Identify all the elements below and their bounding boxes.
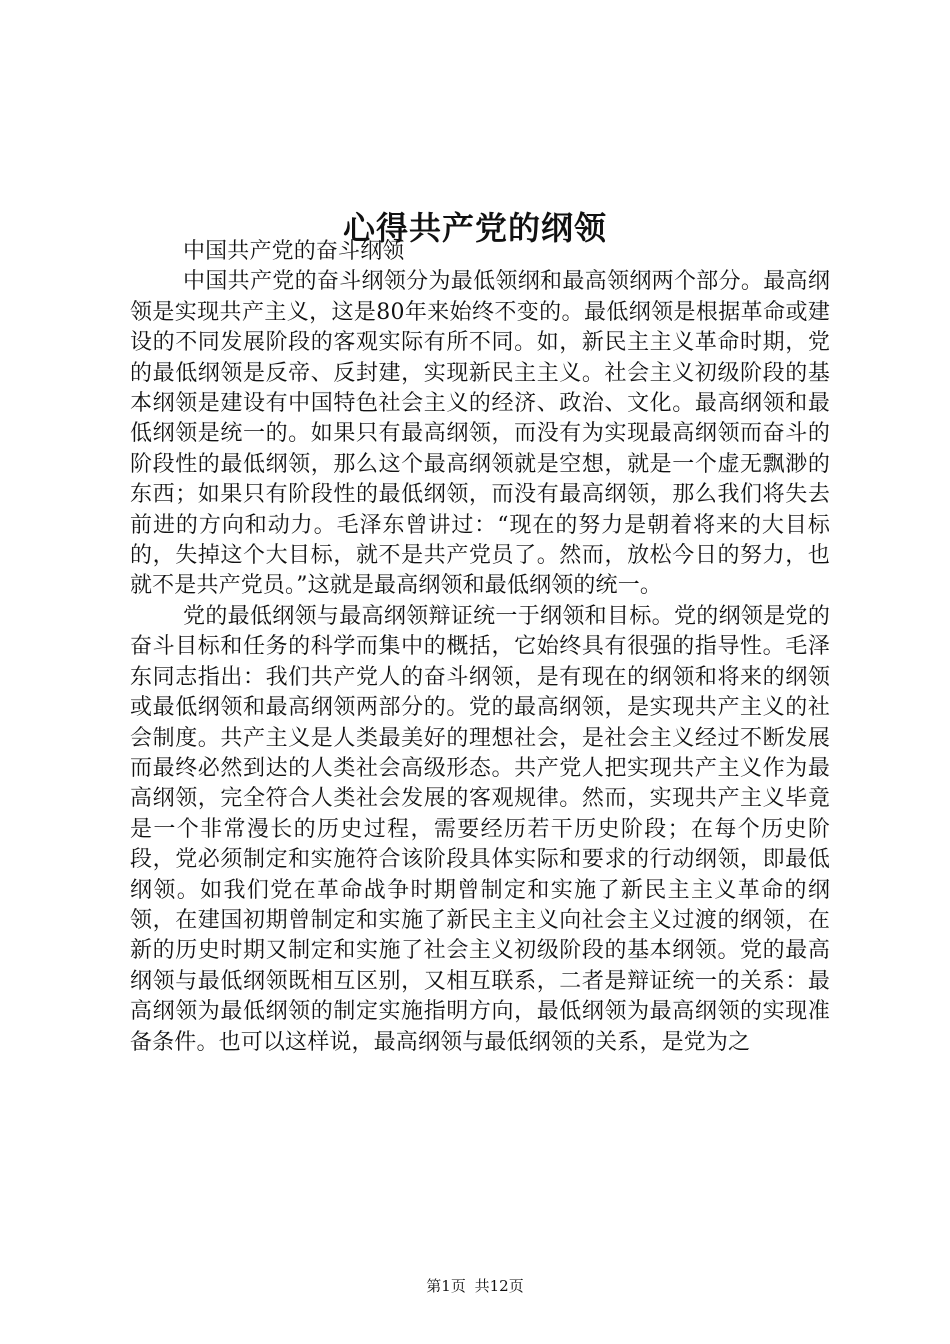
document-title: 心得共产党的纲领 [342,209,607,248]
section-heading: 中国共产党的奋斗纲领 [183,239,405,264]
paragraph: 中国共产党的奋斗纲领分为最低领纲和最高领纲两个部分。最高纲领是实现共产主义，这是80年来始终不变的。最低纲领是根据革命或建设的不同发展阶段的客观实际有所不同。如，新民主主义革命时期，党的最低纲领是反帝、反封建，实现新民主主义。社会主义初级阶段的基本纲领是建设有中国特色社会主义的经济、政治、文化。最高纲领和最低纲领是统一的。如果只有最高纲领，而没有为实现最高纲领而奋斗的阶段性的最低纲领，那么这个最高纲领就是空想，就是一个虚无飘渺的东西；如果只有阶段性的最低纲领，而没有最高纲领，那么我们将失去前进的方向和动力。毛泽东曾讲过：“现在的努力是朝着将来的大目标的，失掉这个大目标，就不是共产党员了。然而，放松今日的努力，也就不是共产党员。”这就是最高纲领和最低纲领的统一。 [130,269,830,599]
page-total: 共12页 [474,1277,524,1295]
page-number: 第1页 [426,1277,466,1295]
page-footer [0,1274,950,1298]
document-body [130,237,830,1058]
paragraph: 党的最低纲领与最高纲领辩证统一于纲领和目标。党的纲领是党的奋斗目标和任务的科学而集中的概括，它始终具有很强的指导性。毛泽东同志指出：我们共产党人的奋斗纲领，是有现在的纲领和将来的纲领或最低纲领和最高纲领两部分的。党的最高纲领，是实现共产主义的社会制度。共产主义是人类最美好的理想社会，是社会主义经过不断发展而最终必然到达的人类社会高级形态。共产党人把实现共产主义作为最高纲领，完全符合人类社会发展的客观规律。然而，实现共产主义毕竟是一个非常漫长的历史过程，需要经历若干历史阶段；在每个历史阶段，党必须制定和实施符合该阶段具体实际和要求的行动纲领，即最低纲领。如我们党在革命战争时期曾制定和实施了新民主主义革命的纲领，在建国初期曾制定和实施了新民主主义向社会主义过渡的纲领，在新的历史时期又制定和实施了社会主义初级阶段的基本纲领。党的最高纲领与最低纲领既相互区别，又相互联系，二者是辩证统一的关系：最高纲领为最低纲领的制定实施指明方向，最低纲领为最高纲领的实现准备条件。也可以这样说，最高纲领与最低纲领的关系，是党为之 [130,603,830,1055]
